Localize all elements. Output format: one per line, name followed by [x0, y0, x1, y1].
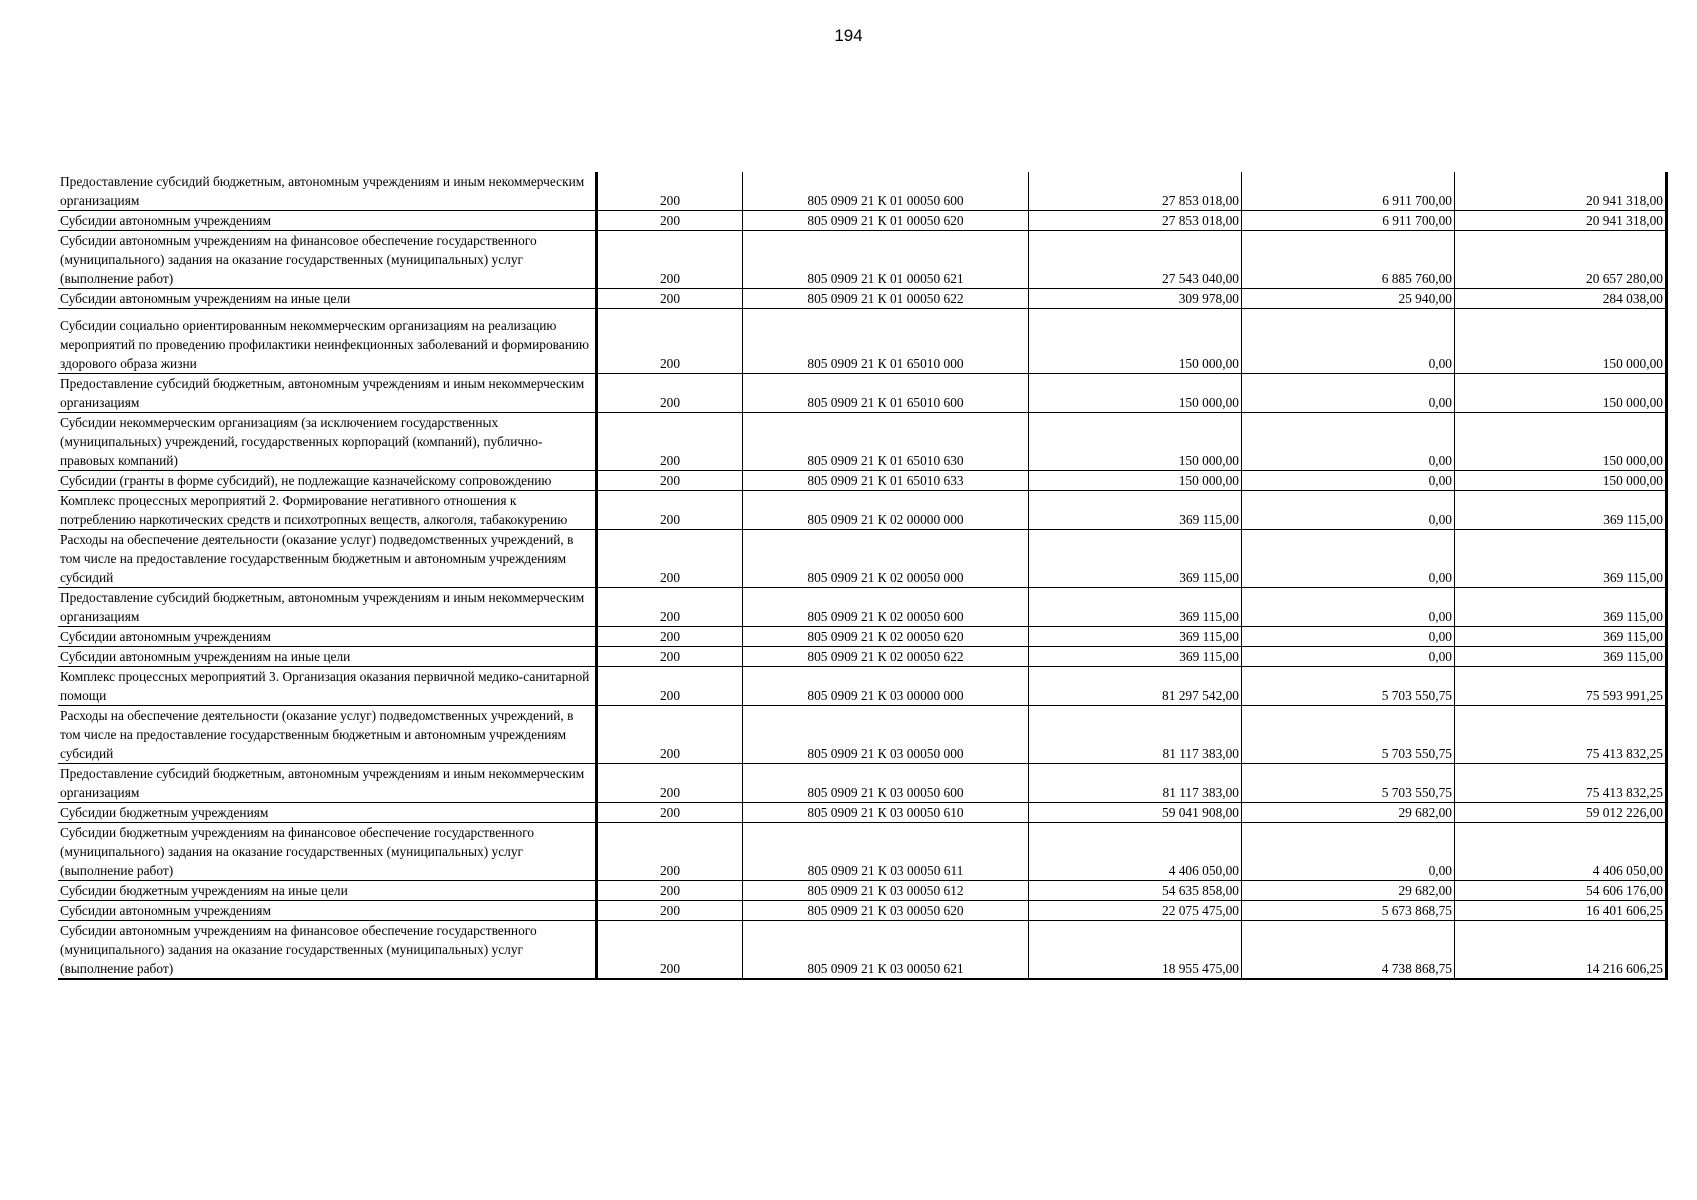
row-code-text: 200 [659, 903, 681, 918]
row-amount-total-text: 369 115,00 [1179, 512, 1239, 527]
row-description [58, 530, 597, 588]
row-classification-code [743, 211, 1029, 231]
row-classification-code-text: 805 0909 21 К 01 65010 633 [807, 473, 964, 488]
row-amount-regional [1455, 764, 1667, 803]
row-amount-regional [1455, 231, 1667, 289]
row-amount-regional [1455, 706, 1667, 764]
row-amount-federal [1242, 491, 1455, 530]
row-code-text: 200 [659, 649, 681, 664]
row-description-text: Расходы на обеспечение деятельности (оказание услуг) подведомственных учреждений, в том числе на предоставление государственным бюджетным и автономным учреждениям субсидий [60, 532, 574, 585]
row-code-text: 200 [659, 271, 681, 286]
row-classification-code-text: 805 0909 21 К 02 00050 622 [807, 649, 964, 664]
row-amount-regional-text: 369 115,00 [1603, 512, 1663, 527]
row-amount-total-text: 369 115,00 [1179, 629, 1239, 644]
row-description [58, 491, 597, 530]
row-description-text: Предоставление субсидий бюджетным, автономным учреждениям и иным некоммерческим организациям [60, 174, 585, 208]
row-classification-code-text: 805 0909 21 К 03 00050 620 [807, 903, 964, 918]
row-amount-regional-text: 150 000,00 [1602, 473, 1663, 488]
row-amount-federal-text: 0,00 [1428, 609, 1452, 624]
row-amount-regional [1455, 588, 1667, 627]
row-classification-code [743, 289, 1029, 309]
row-description [58, 211, 597, 231]
row-classification-code-text: 805 0909 21 К 01 00050 620 [807, 213, 964, 228]
row-amount-regional [1455, 309, 1667, 374]
row-amount-regional [1455, 803, 1667, 823]
row-code [597, 413, 743, 471]
row-amount-federal [1242, 706, 1455, 764]
row-amount-total [1029, 374, 1242, 413]
row-description-text: Субсидии автономным учреждениям на иные цели [60, 649, 351, 664]
row-amount-total-text: 81 117 383,00 [1162, 746, 1239, 761]
row-amount-total-text: 4 406 050,00 [1168, 863, 1239, 878]
row-classification-code [743, 706, 1029, 764]
row-amount-federal-text: 0,00 [1428, 473, 1452, 488]
row-amount-federal [1242, 289, 1455, 309]
row-amount-regional-text: 20 941 318,00 [1586, 213, 1663, 228]
row-description [58, 667, 597, 706]
row-amount-federal [1242, 172, 1455, 211]
row-amount-federal-text: 4 738 868,75 [1381, 961, 1452, 976]
row-code [597, 231, 743, 289]
row-code [597, 471, 743, 491]
row-amount-total-text: 59 041 908,00 [1162, 805, 1239, 820]
row-description [58, 881, 597, 901]
row-amount-regional [1455, 374, 1667, 413]
row-amount-federal [1242, 374, 1455, 413]
row-description [58, 172, 597, 211]
row-amount-federal-text: 29 682,00 [1398, 805, 1452, 820]
row-amount-federal-text: 25 940,00 [1398, 291, 1452, 306]
row-classification-code [743, 803, 1029, 823]
row-amount-federal-text: 0,00 [1428, 453, 1452, 468]
row-description-text: Субсидии автономным учреждениям на иные цели [60, 291, 351, 306]
row-classification-code [743, 901, 1029, 921]
row-code [597, 491, 743, 530]
row-classification-code-text: 805 0909 21 К 01 65010 000 [807, 356, 964, 371]
row-code-text: 200 [659, 213, 681, 228]
row-amount-regional-text: 54 606 176,00 [1586, 883, 1663, 898]
row-description [58, 627, 597, 647]
row-code [597, 647, 743, 667]
row-amount-federal [1242, 231, 1455, 289]
row-description [58, 289, 597, 309]
row-amount-regional [1455, 921, 1667, 980]
table-row [58, 413, 1667, 471]
row-amount-total-text: 27 853 018,00 [1162, 193, 1239, 208]
row-amount-total-text: 27 853 018,00 [1162, 213, 1239, 228]
row-amount-total-text: 369 115,00 [1179, 649, 1239, 664]
budget-table-body [58, 172, 1667, 979]
row-code-text: 200 [659, 193, 681, 208]
row-amount-regional-text: 20 941 318,00 [1586, 193, 1663, 208]
table-row [58, 588, 1667, 627]
row-amount-total [1029, 803, 1242, 823]
row-amount-total [1029, 231, 1242, 289]
row-amount-total [1029, 901, 1242, 921]
row-description-text: Предоставление субсидий бюджетным, автономным учреждениям и иным некоммерческим организациям [60, 376, 585, 410]
row-amount-regional [1455, 627, 1667, 647]
row-amount-regional [1455, 647, 1667, 667]
row-amount-regional-text: 59 012 226,00 [1586, 805, 1663, 820]
row-classification-code [743, 231, 1029, 289]
row-description [58, 823, 597, 881]
row-amount-regional-text: 284 038,00 [1602, 291, 1663, 306]
row-description [58, 647, 597, 667]
row-amount-federal-text: 0,00 [1428, 512, 1452, 527]
table-row [58, 471, 1667, 491]
table-row [58, 172, 1667, 211]
row-amount-total [1029, 881, 1242, 901]
row-amount-regional-text: 75 593 991,25 [1586, 688, 1663, 703]
row-description [58, 803, 597, 823]
row-amount-total-text: 150 000,00 [1178, 356, 1239, 371]
row-amount-total-text: 54 635 858,00 [1162, 883, 1239, 898]
row-classification-code [743, 764, 1029, 803]
row-classification-code [743, 530, 1029, 588]
row-code [597, 667, 743, 706]
row-amount-federal [1242, 309, 1455, 374]
row-amount-total [1029, 471, 1242, 491]
row-description [58, 588, 597, 627]
table-row [58, 647, 1667, 667]
row-classification-code-text: 805 0909 21 К 02 00050 620 [807, 629, 964, 644]
row-amount-total [1029, 588, 1242, 627]
row-code [597, 627, 743, 647]
row-amount-federal [1242, 627, 1455, 647]
row-description [58, 901, 597, 921]
row-amount-regional-text: 150 000,00 [1602, 395, 1663, 410]
row-amount-regional [1455, 491, 1667, 530]
row-classification-code-text: 805 0909 21 К 03 00050 610 [807, 805, 964, 820]
row-amount-federal-text: 5 703 550,75 [1381, 785, 1452, 800]
table-row [58, 667, 1667, 706]
row-code-text: 200 [659, 746, 681, 761]
row-amount-regional [1455, 667, 1667, 706]
row-amount-regional [1455, 530, 1667, 588]
row-classification-code-text: 805 0909 21 К 01 00050 621 [807, 271, 964, 286]
row-amount-regional-text: 75 413 832,25 [1586, 746, 1663, 761]
row-amount-federal-text: 5 703 550,75 [1381, 688, 1452, 703]
row-code-text: 200 [659, 863, 681, 878]
row-description-text: Субсидии бюджетным учреждениям [60, 805, 269, 820]
row-amount-total [1029, 309, 1242, 374]
row-classification-code-text: 805 0909 21 К 02 00050 600 [807, 609, 964, 624]
row-amount-federal-text: 0,00 [1428, 570, 1452, 585]
row-amount-federal [1242, 803, 1455, 823]
row-amount-total-text: 309 978,00 [1178, 291, 1239, 306]
row-classification-code [743, 921, 1029, 980]
row-code [597, 823, 743, 881]
row-amount-regional-text: 16 401 606,25 [1586, 903, 1663, 918]
row-amount-regional-text: 150 000,00 [1602, 356, 1663, 371]
row-classification-code [743, 172, 1029, 211]
table-row [58, 627, 1667, 647]
row-classification-code-text: 805 0909 21 К 03 00050 000 [807, 746, 964, 761]
row-classification-code-text: 805 0909 21 К 01 65010 600 [807, 395, 964, 410]
row-code-text: 200 [659, 688, 681, 703]
row-amount-federal-text: 0,00 [1428, 863, 1452, 878]
row-amount-total-text: 81 297 542,00 [1162, 688, 1239, 703]
row-amount-total [1029, 823, 1242, 881]
row-amount-federal [1242, 764, 1455, 803]
row-amount-total [1029, 667, 1242, 706]
table-row [58, 901, 1667, 921]
row-description-text: Субсидии автономным учреждениям [60, 629, 271, 644]
row-description-text: Субсидии бюджетным учреждениям на иные цели [60, 883, 348, 898]
row-amount-federal-text: 6 911 700,00 [1382, 213, 1452, 228]
row-amount-federal [1242, 823, 1455, 881]
row-code-text: 200 [659, 883, 681, 898]
row-amount-regional-text: 150 000,00 [1602, 453, 1663, 468]
row-amount-federal [1242, 413, 1455, 471]
budget-table [58, 172, 1668, 980]
row-description [58, 374, 597, 413]
row-description-text: Комплекс процессных мероприятий 2. Формирование негативного отношения к потреблению наркотических средств и психотропных веществ, алкоголя, табакокурению [60, 493, 568, 527]
row-description [58, 309, 597, 374]
table-row [58, 881, 1667, 901]
row-amount-total-text: 81 117 383,00 [1162, 785, 1239, 800]
row-classification-code [743, 823, 1029, 881]
row-code [597, 374, 743, 413]
row-description [58, 413, 597, 471]
row-code-text: 200 [659, 453, 681, 468]
page-number: 194 [834, 26, 863, 45]
row-amount-regional-text: 75 413 832,25 [1586, 785, 1663, 800]
table-row [58, 231, 1667, 289]
table-row [58, 706, 1667, 764]
row-code [597, 211, 743, 231]
row-amount-federal [1242, 647, 1455, 667]
row-amount-total-text: 150 000,00 [1178, 473, 1239, 488]
table-row [58, 530, 1667, 588]
row-amount-total [1029, 764, 1242, 803]
row-amount-total [1029, 627, 1242, 647]
row-amount-total-text: 18 955 475,00 [1162, 961, 1239, 976]
row-amount-regional-text: 369 115,00 [1603, 649, 1663, 664]
row-amount-regional [1455, 413, 1667, 471]
row-amount-total-text: 27 543 040,00 [1162, 271, 1239, 286]
row-amount-regional-text: 20 657 280,00 [1586, 271, 1663, 286]
row-code-text: 200 [659, 473, 681, 488]
row-amount-total [1029, 530, 1242, 588]
row-amount-regional [1455, 471, 1667, 491]
row-classification-code [743, 491, 1029, 530]
row-classification-code-text: 805 0909 21 К 03 00050 611 [807, 863, 964, 878]
row-code [597, 901, 743, 921]
row-amount-federal [1242, 211, 1455, 231]
row-amount-federal [1242, 881, 1455, 901]
row-description [58, 471, 597, 491]
row-amount-regional [1455, 211, 1667, 231]
row-amount-federal-text: 0,00 [1428, 629, 1452, 644]
row-amount-total-text: 150 000,00 [1178, 453, 1239, 468]
row-amount-federal-text: 0,00 [1428, 356, 1452, 371]
row-description-text: Субсидии автономным учреждениям [60, 903, 271, 918]
row-amount-total-text: 22 075 475,00 [1162, 903, 1239, 918]
row-code [597, 530, 743, 588]
table-row [58, 921, 1667, 980]
row-amount-federal [1242, 471, 1455, 491]
row-description-text: Предоставление субсидий бюджетным, автономным учреждениям и иным некоммерческим организациям [60, 766, 585, 800]
table-row [58, 289, 1667, 309]
row-amount-federal-text: 0,00 [1428, 395, 1452, 410]
row-amount-regional [1455, 881, 1667, 901]
row-code [597, 172, 743, 211]
row-code-text: 200 [659, 291, 681, 306]
row-amount-federal-text: 29 682,00 [1398, 883, 1452, 898]
row-classification-code [743, 309, 1029, 374]
table-row [58, 309, 1667, 374]
row-classification-code-text: 805 0909 21 К 03 00050 600 [807, 785, 964, 800]
row-amount-regional-text: 14 216 606,25 [1586, 961, 1663, 976]
row-amount-federal-text: 6 885 760,00 [1381, 271, 1452, 286]
row-code [597, 764, 743, 803]
row-code [597, 309, 743, 374]
table-row [58, 823, 1667, 881]
row-amount-regional [1455, 901, 1667, 921]
row-amount-total [1029, 211, 1242, 231]
table-row [58, 764, 1667, 803]
row-classification-code [743, 647, 1029, 667]
row-code-text: 200 [659, 805, 681, 820]
row-description-text: Предоставление субсидий бюджетным, автономным учреждениям и иным некоммерческим организациям [60, 590, 585, 624]
row-amount-federal [1242, 530, 1455, 588]
row-amount-federal-text: 5 703 550,75 [1381, 746, 1452, 761]
row-code-text: 200 [659, 356, 681, 371]
row-amount-federal-text: 6 911 700,00 [1382, 193, 1452, 208]
row-amount-federal-text: 0,00 [1428, 649, 1452, 664]
row-code [597, 588, 743, 627]
row-amount-federal-text: 5 673 868,75 [1381, 903, 1452, 918]
table-row [58, 803, 1667, 823]
row-description-text: Субсидии (гранты в форме субсидий), не подлежащие казначейскому сопровождению [60, 473, 552, 488]
row-classification-code-text: 805 0909 21 К 01 00050 600 [807, 193, 964, 208]
row-amount-regional [1455, 172, 1667, 211]
row-classification-code [743, 667, 1029, 706]
row-amount-federal [1242, 921, 1455, 980]
table-row [58, 211, 1667, 231]
row-classification-code [743, 627, 1029, 647]
row-code-text: 200 [659, 395, 681, 410]
row-classification-code-text: 805 0909 21 К 03 00000 000 [807, 688, 964, 703]
row-description-text: Комплекс процессных мероприятий 3. Организация оказания первичной медико-санитарной помощи [60, 669, 590, 703]
row-amount-total [1029, 172, 1242, 211]
row-amount-total [1029, 647, 1242, 667]
row-description [58, 921, 597, 980]
row-amount-federal [1242, 901, 1455, 921]
row-classification-code [743, 413, 1029, 471]
row-amount-total [1029, 289, 1242, 309]
row-amount-total [1029, 413, 1242, 471]
row-code-text: 200 [659, 512, 681, 527]
row-description-text: Субсидии социально ориентированным некоммерческим организациям на реализацию мероприятий по проведению профилактики неинфекционных заболеваний и формированию здорового образа жизни [60, 318, 590, 371]
row-amount-total [1029, 491, 1242, 530]
row-code-text: 200 [659, 961, 681, 976]
row-description-text: Субсидии некоммерческим организациям (за исключением государственных (муниципальных) учреждений, государственных корпораций (компаний), публично-правовых компаний) [60, 415, 543, 468]
row-amount-total-text: 369 115,00 [1179, 570, 1239, 585]
row-code [597, 706, 743, 764]
row-code [597, 289, 743, 309]
row-amount-federal [1242, 588, 1455, 627]
row-classification-code [743, 588, 1029, 627]
row-code-text: 200 [659, 570, 681, 585]
row-classification-code-text: 805 0909 21 К 03 00050 612 [807, 883, 964, 898]
row-code [597, 881, 743, 901]
row-classification-code-text: 805 0909 21 К 02 00050 000 [807, 570, 964, 585]
row-amount-total-text: 369 115,00 [1179, 609, 1239, 624]
row-amount-regional-text: 369 115,00 [1603, 570, 1663, 585]
row-amount-regional-text: 4 406 050,00 [1592, 863, 1663, 878]
row-code [597, 803, 743, 823]
row-code-text: 200 [659, 785, 681, 800]
row-classification-code-text: 805 0909 21 К 03 00050 621 [807, 961, 964, 976]
row-classification-code [743, 881, 1029, 901]
row-amount-total-text: 150 000,00 [1178, 395, 1239, 410]
row-description [58, 764, 597, 803]
row-amount-regional [1455, 823, 1667, 881]
row-classification-code-text: 805 0909 21 К 02 00000 000 [807, 512, 964, 527]
row-amount-federal [1242, 667, 1455, 706]
row-description-text: Субсидии автономным учреждениям [60, 213, 271, 228]
row-code-text: 200 [659, 609, 681, 624]
row-code-text: 200 [659, 629, 681, 644]
table-row [58, 491, 1667, 530]
row-amount-regional [1455, 289, 1667, 309]
row-classification-code-text: 805 0909 21 К 01 65010 630 [807, 453, 964, 468]
row-description-text: Расходы на обеспечение деятельности (оказание услуг) подведомственных учреждений, в том числе на предоставление государственным бюджетным и автономным учреждениям субсидий [60, 708, 574, 761]
row-amount-total [1029, 706, 1242, 764]
row-classification-code [743, 374, 1029, 413]
table-row [58, 374, 1667, 413]
row-amount-regional-text: 369 115,00 [1603, 609, 1663, 624]
row-code [597, 921, 743, 980]
row-amount-regional-text: 369 115,00 [1603, 629, 1663, 644]
row-classification-code-text: 805 0909 21 К 01 00050 622 [807, 291, 964, 306]
row-description-text: Субсидии автономным учреждениям на финансовое обеспечение государственного (муниципального) задания на оказание государственных (муниципальных) услуг (выполнение работ) [60, 233, 537, 286]
row-description-text: Субсидии бюджетным учреждениям на финансовое обеспечение государственного (муниципального) задания на оказание государственных (муниципальных) услуг (выполнение работ) [60, 825, 535, 878]
row-classification-code [743, 471, 1029, 491]
row-amount-total [1029, 921, 1242, 980]
row-description [58, 231, 597, 289]
row-description [58, 706, 597, 764]
row-description-text: Субсидии автономным учреждениям на финансовое обеспечение государственного (муниципального) задания на оказание государственных (муниципальных) услуг (выполнение работ) [60, 923, 537, 976]
